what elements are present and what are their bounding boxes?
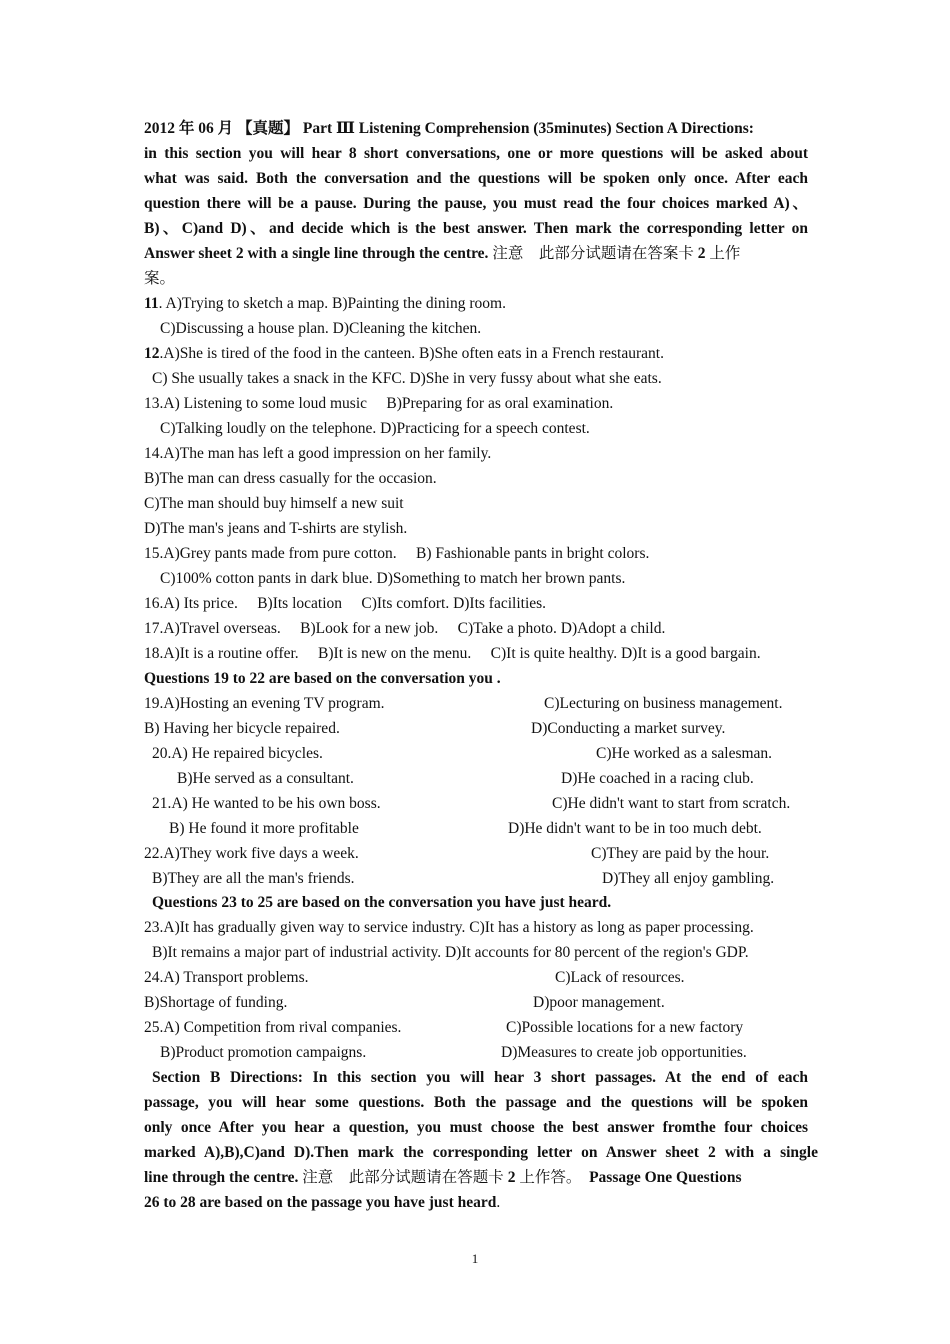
question-18: 18.A)It is a routine offer. B)It is new on the menu. C)It is quite healthy. D)It is a good bargain. [144, 645, 761, 662]
header-line-6 [144, 241, 808, 266]
section-b-line-5-note: 注意 此部分试题请在答题卡 [298, 1169, 508, 1186]
passage-one-heading: Passage One Questions [589, 1169, 742, 1186]
question-20-choice-b: B)He served as a consultant. [177, 770, 354, 787]
question-22-choice-c: C)They are paid by the hour. [591, 845, 770, 862]
section-b-line-6-dot: . [496, 1194, 501, 1211]
question-13-line-2: C)Talking loudly on the telephone. D)Practicing for a speech contest. [160, 420, 590, 437]
question-24-choice-d: D)poor management. [533, 994, 665, 1011]
header-line-6-tail: 上作 [705, 245, 741, 262]
question-24-row-2 [144, 990, 808, 1015]
section-b-line-6 [144, 1190, 808, 1215]
section-b-line-3: only once After you hear a question, you must choose the best answer fromthe four choices [144, 1119, 808, 1136]
section-b-line-1: Section B Directions: In this section you will hear 3 short passages. At the end of each [152, 1069, 808, 1086]
section-b-line-2: passage, you will hear some questions. Both the passage and the questions will be spoken [144, 1094, 808, 1111]
header-line-6-bold: Answer sheet 2 with a single line through the centre. [144, 245, 489, 262]
header-line-2: in this section you will hear 8 short conversations, one or more questions will be asked about [144, 145, 808, 162]
question-20-choice-a: 20.A) He repaired bicycles. [152, 745, 323, 762]
question-23-line-1: 23.A)It has gradually given way to service industry. C)It has a history as long as paper processing. [144, 919, 754, 936]
question-17: 17.A)Travel overseas. B)Look for a new job. C)Take a photo. D)Adopt a child. [144, 620, 666, 637]
header-line-7: 案。 [144, 270, 176, 287]
header-line-1: 2012 年 06 月 【真题】 Part Ⅲ Listening Comprehension (35minutes) Section A Directions: [144, 120, 754, 137]
question-15-line-1: 15.A)Grey pants made from pure cotton. B) Fashionable pants in bright colors. [144, 545, 650, 562]
header-line-6-note: 注意 此部分试题请在答案卡 [488, 245, 698, 262]
question-21-row-2 [169, 816, 833, 841]
question-16: 16.A) Its price. B)Its location C)Its comfort. D)Its facilities. [144, 595, 547, 612]
question-22-choice-b: B)They are all the man's friends. [152, 870, 355, 887]
question-25-choice-d: D)Measures to create job opportunities. [501, 1044, 747, 1061]
question-20-choice-c: C)He worked as a salesman. [596, 745, 773, 762]
question-24-choice-c: C)Lack of resources. [555, 969, 685, 986]
question-22-choice-d: D)They all enjoy gambling. [602, 870, 775, 887]
question-21-choice-a: 21.A) He wanted to be his own boss. [152, 795, 381, 812]
question-14-choice-b: B)The man can dress casually for the occasion. [144, 470, 437, 487]
question-21-choice-c: C)He didn't want to start from scratch. [552, 795, 791, 812]
passage-one-heading-cont: 26 to 28 are based on the passage you have just heard [144, 1194, 497, 1211]
section-b-line-5-note-2: 上作答。 [515, 1169, 590, 1186]
section-b-line-5 [144, 1165, 808, 1190]
question-22-choice-a: 22.A)They work five days a week. [144, 845, 359, 862]
question-20-row-2 [177, 766, 841, 791]
question-11-line-2: C)Discussing a house plan. D)Cleaning the kitchen. [160, 320, 482, 337]
question-25-row-1 [144, 1015, 808, 1040]
question-11-choices-ab: . A)Trying to sketch a map. B)Painting the dining room. [158, 295, 506, 312]
question-12-line-1 [144, 341, 808, 366]
question-12-number: 12 [144, 345, 160, 362]
question-19-choice-d: D)Conducting a market survey. [531, 720, 726, 737]
question-25-choice-b: B)Product promotion campaigns. [160, 1044, 367, 1061]
question-24-choice-a: 24.A) Transport problems. [144, 969, 309, 986]
question-20-row-1 [152, 741, 816, 766]
question-21-choice-b: B) He found it more profitable [169, 820, 359, 837]
question-14-choice-c: C)The man should buy himself a new suit [144, 495, 404, 512]
question-25-choice-c: C)Possible locations for a new factory [506, 1019, 744, 1036]
section-b-line-5-num: 2 [507, 1169, 516, 1186]
question-12-line-2: C) She usually takes a snack in the KFC. D)She in very fussy about what she eats. [152, 370, 662, 387]
header-line-6-num: 2 [697, 245, 706, 262]
question-15-line-2: C)100% cotton pants in dark blue. D)Something to match her brown pants. [160, 570, 626, 587]
header-line-3: what was said. Both the conversation and the questions will be spoken only once. After each [144, 170, 808, 187]
question-14-choice-d: D)The man's jeans and T-shirts are stylish. [144, 520, 408, 537]
question-11-number: 11 [144, 295, 159, 312]
question-24-choice-b: B)Shortage of funding. [144, 994, 288, 1011]
question-21-choice-d: D)He didn't want to be in too much debt. [508, 820, 762, 837]
question-22-row-2 [152, 866, 816, 891]
question-19-row-1 [144, 691, 808, 716]
section-b-line-5-bold: line through the centre. [144, 1169, 299, 1186]
section-b-line-4: marked A),B),C)and D).Then mark the corresponding letter on Answer sheet 2 with a single [144, 1144, 818, 1161]
page-number: 1 [471, 1251, 479, 1266]
question-25-row-2 [160, 1040, 824, 1065]
question-19-choice-c: C)Lecturing on business management. [544, 695, 783, 712]
question-12-choices-ab: .A)She is tired of the food in the canteen. B)She often eats in a French restaurant. [159, 345, 664, 362]
header-line-5: B)、C)and D)、and decide which is the best answer. Then mark the corresponding letter on [144, 220, 808, 237]
conversation-2-heading: Questions 23 to 25 are based on the conversation you have just heard. [152, 894, 612, 911]
question-20-choice-d: D)He coached in a racing club. [561, 770, 754, 787]
question-13-line-1: 13.A) Listening to some loud music B)Preparing for as oral examination. [144, 395, 614, 412]
question-19-choice-b: B) Having her bicycle repaired. [144, 720, 340, 737]
conversation-1-heading: Questions 19 to 22 are based on the conversation you . [144, 670, 501, 687]
question-22-row-1 [144, 841, 808, 866]
question-21-row-1 [152, 791, 816, 816]
question-25-choice-a: 25.A) Competition from rival companies. [144, 1019, 402, 1036]
question-14-choice-a: 14.A)The man has left a good impression on her family. [144, 445, 492, 462]
question-11-line-1 [144, 291, 808, 316]
question-19-row-2 [144, 716, 808, 741]
question-24-row-1 [144, 965, 808, 990]
question-23-line-2: B)It remains a major part of industrial activity. D)It accounts for 80 percent of the region's GDP. [152, 944, 749, 961]
header-line-4: question there will be a pause. During the pause, you must read the four choices marked A)、 [144, 195, 808, 212]
question-19-choice-a: 19.A)Hosting an evening TV program. [144, 695, 385, 712]
